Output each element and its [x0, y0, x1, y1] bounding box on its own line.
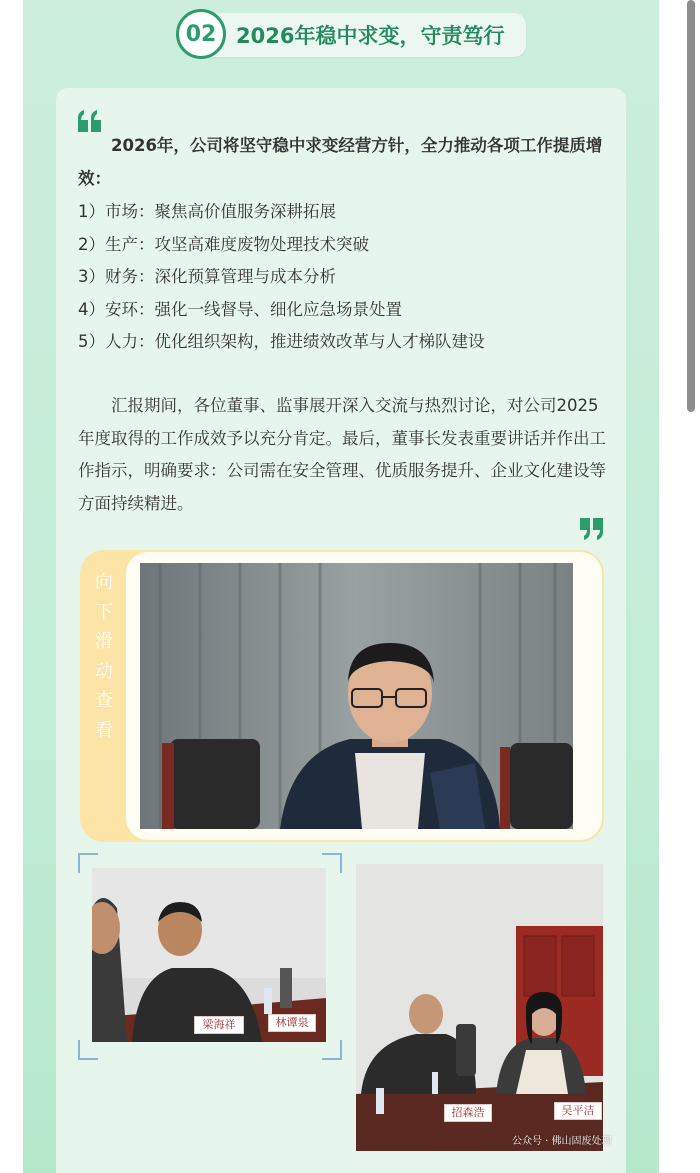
speaker-photo: [140, 563, 573, 829]
nameplate: 吴平洁: [554, 1102, 602, 1120]
intro-text: 2026年，公司将坚守稳中求变经营方针，全力推动各项工作提质增效：: [78, 136, 603, 188]
scrollbar-thumb[interactable]: [687, 0, 695, 412]
list-item: 2）生产：攻坚高难度废物处理技术突破: [78, 234, 369, 254]
frame-corner: [78, 1040, 98, 1060]
watermark: 公众号 · 佛山固废处理: [512, 1136, 612, 1147]
list-item: 1）市场：聚焦高价值服务深耕拓展: [78, 202, 336, 221]
list-item: 4）安环：强化一线督导、细化应急场景处置: [78, 299, 402, 319]
nameplate: 梁海祥: [194, 1016, 244, 1034]
section-number-badge: 02: [176, 9, 226, 59]
meeting-photo-left: [92, 868, 326, 1042]
nameplate: 林谭泉: [268, 1014, 316, 1032]
section-title: 2026年稳中求变，守责笃行: [236, 24, 505, 48]
frame-corner: [322, 1040, 342, 1060]
scroll-hint: 向 下 滑 动 查 看: [95, 572, 113, 741]
open-quote-icon: [78, 110, 102, 132]
list-item: 5）人力：优化组织架构，推进绩效改革与人才梯队建设: [78, 332, 485, 351]
nameplate: 招森浩: [444, 1104, 492, 1122]
report-paragraph: 汇报期间，各位董事、监事展开深入交流与热烈讨论，对公司2025年度取得的工作成效予以充分肯定。最后，董事长发表重要讲话并作出工作指示，明确要求：公司需在安全管理、优质服务提升、企业文化建设等方面持续精进。: [78, 396, 606, 513]
meeting-photo-right: [356, 864, 603, 1151]
plan-list: [78, 196, 608, 359]
close-quote-icon: [580, 518, 604, 540]
list-item: 3）财务：深化预算管理与成本分析: [78, 267, 336, 286]
